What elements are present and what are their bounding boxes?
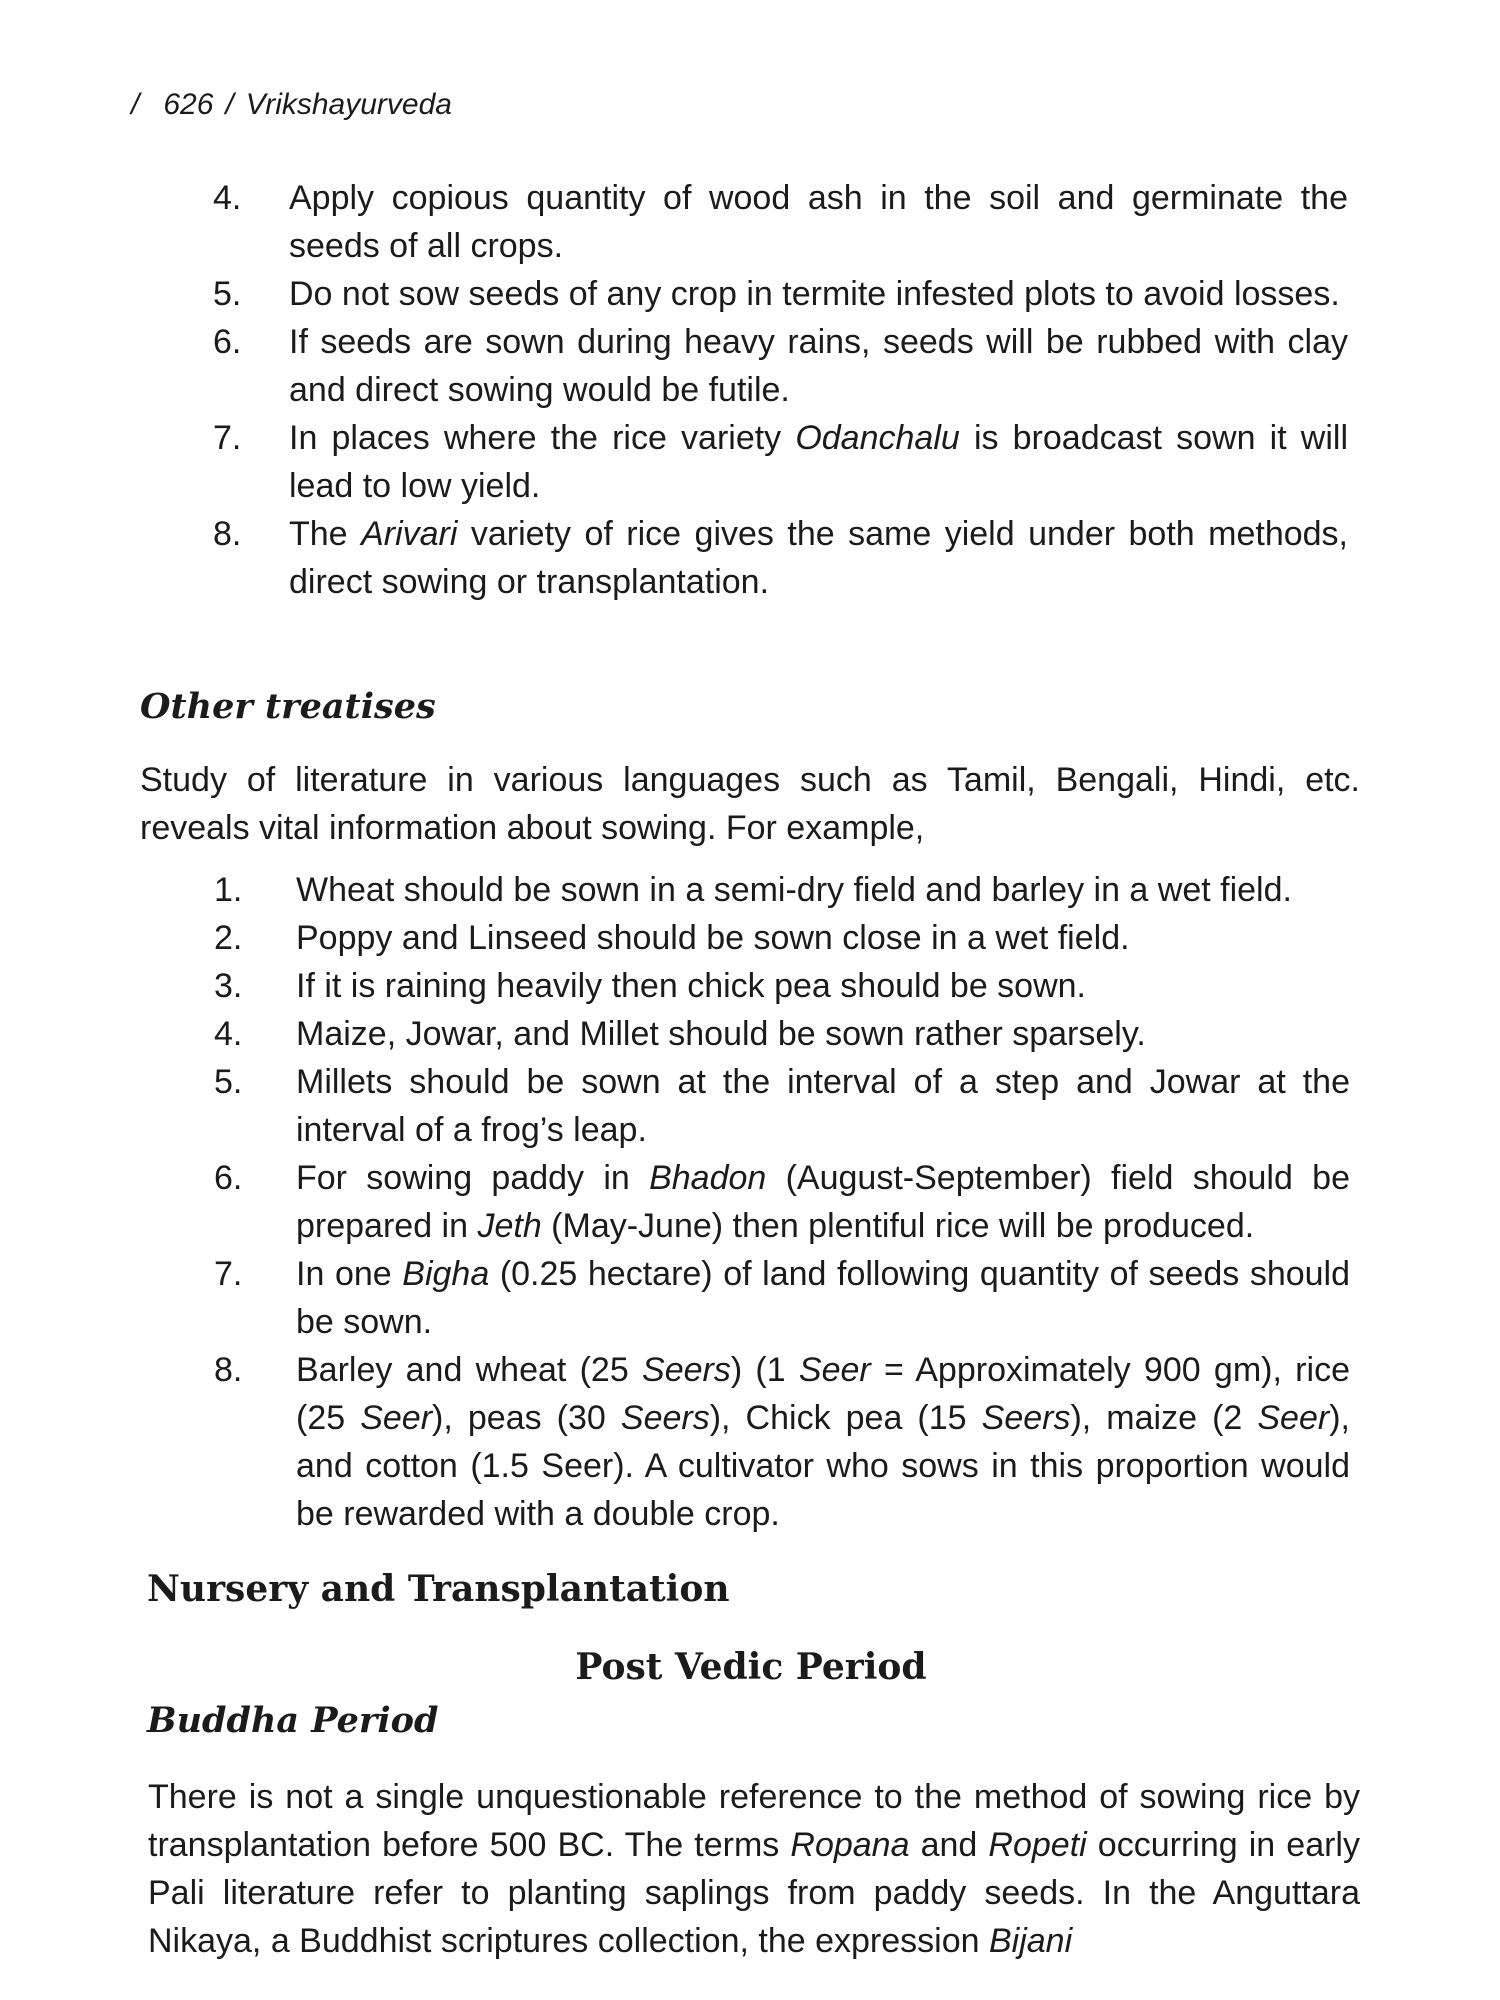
list-item (214, 1058, 1350, 1154)
subsection-heading-buddha-period: Buddha Period (147, 1700, 439, 1741)
list-item (214, 1346, 1350, 1538)
list-item-number: 5. (213, 275, 242, 313)
list-item (214, 866, 1350, 914)
list-item-number: 7. (214, 1255, 243, 1293)
list-item (213, 318, 1348, 414)
list-item (214, 962, 1350, 1010)
list-item-number: 8. (214, 1351, 243, 1389)
sowing-rules-list (213, 174, 1348, 606)
list-item (213, 414, 1348, 510)
rice-variety-term: Arivari (361, 515, 458, 553)
buddha-period-paragraph: There is not a single unquestionable reference to the method of sowing rice by transplantation before 500 BC. The terms Ropana and Ropeti occurring in early Pali literature refer to planting saplings from paddy seeds. In the Anguttara Nikaya, a Buddhist scriptures collection, the expression Bijani (148, 1778, 1360, 1960)
list-item-number: 4. (213, 179, 242, 217)
list-item-number: 1. (214, 871, 243, 909)
list-item-number: 2. (214, 919, 243, 957)
page-number: 626 (163, 88, 214, 121)
list-item-number: 4. (214, 1015, 243, 1053)
list-item-text: For sowing paddy in Bhadon (August-September) field should be prepared in Jeth (May-June) then plentiful rice will be produced. (296, 1159, 1350, 1245)
list-item-number: 6. (214, 1159, 243, 1197)
list-item (214, 1010, 1350, 1058)
list-item-number: 6. (213, 323, 242, 361)
treatise-sowing-list (214, 866, 1350, 1538)
list-item (213, 270, 1348, 318)
list-item-text: Apply copious quantity of wood ash in the soil and germinate the seeds of all crops. (289, 179, 1348, 265)
list-item-number: 7. (213, 419, 242, 457)
list-item-text: In one Bigha (0.25 hectare) of land following quantity of seeds should be sown. (296, 1255, 1351, 1341)
list-item-text: If it is raining heavily then chick pea should be sown. (296, 967, 1087, 1005)
rice-variety-term: Odanchalu (795, 419, 960, 457)
list-item-number: 3. (214, 967, 243, 1005)
list-item-text: Wheat should be sown in a semi-dry field and barley in a wet field. (296, 871, 1292, 909)
other-treatises-intro: Study of literature in various languages such as Tamil, Bengali, Hindi, etc. reveals vital information about sowing. For example, (140, 761, 1360, 847)
section-heading-other-treatises: Other treatises (140, 686, 436, 727)
list-item-text: Do not sow seeds of any crop in termite infested plots to avoid losses. (289, 275, 1340, 313)
subsection-heading-post-vedic: Post Vedic Period (575, 1646, 927, 1688)
list-item-number: 8. (213, 515, 242, 553)
list-item-text: Maize, Jowar, and Millet should be sown rather sparsely. (296, 1015, 1146, 1053)
running-header: / 626 / Vrikshayurveda (131, 88, 452, 121)
list-item-text: If seeds are sown during heavy rains, seeds will be rubbed with clay and direct sowing would be futile. (289, 323, 1348, 409)
list-item (213, 510, 1348, 606)
list-item-text: In places where the rice variety Odanchalu is broadcast sown it will lead to low yield. (289, 419, 1348, 505)
list-item-text: The Arivari variety of rice gives the same yield under both methods, direct sowing or transplantation. (289, 515, 1348, 601)
list-item (214, 1154, 1350, 1250)
list-item-number: 5. (214, 1063, 243, 1101)
list-item (214, 1250, 1350, 1346)
list-item-text: Millets should be sown at the interval of a step and Jowar at the interval of a frog’s leap. (296, 1063, 1350, 1149)
book-title: Vrikshayurveda (245, 88, 452, 121)
list-item-text: Barley and wheat (25 Seers) (1 Seer = Approximately 900 gm), rice (25 Seer), peas (30 Seers), Chick pea (15 Seers), maize (2 Seer), and cotton (1.5 Seer). A cultivator who sows in this proportion would be rewarded with a double crop. (296, 1351, 1350, 1533)
list-item-text: Poppy and Linseed should be sown close in a wet field. (296, 919, 1130, 957)
list-item (214, 914, 1350, 962)
list-item (213, 174, 1348, 270)
section-heading-nursery: Nursery and Transplantation (147, 1568, 730, 1610)
